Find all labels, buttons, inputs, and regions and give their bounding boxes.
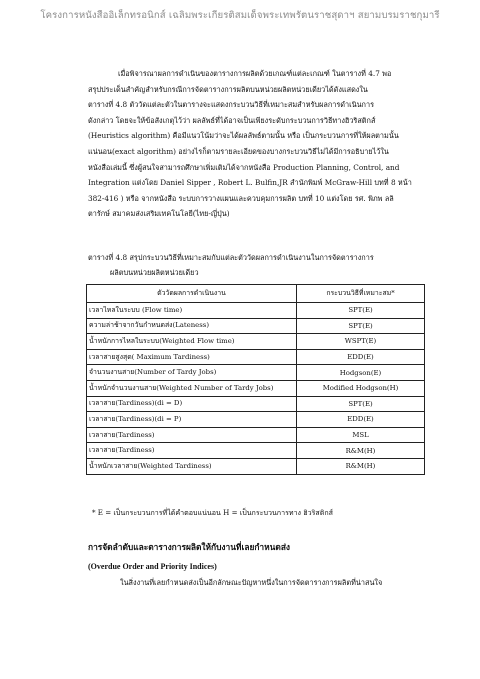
algorithm-summary-table (86, 284, 425, 475)
algorithm-cell: SPT(E) (297, 396, 425, 412)
paragraph-line: (Heuristics algorithm) คือมีแนวโน้มว่าจะได้ผลลัพธ์ตามนั้น หรือ เป็นกระบวนการที่ให้ผลตามนั้น (88, 131, 399, 141)
paragraph-line: ตารักษ์ สมาคมส่งเสริมเทคโนโลยี(ไทย-ญี่ปุ่น) (88, 209, 230, 219)
caption-line-1: ตารางที่ 4.8 สรุปกระบวนวิธีที่เหมาะสมกับแต่ละตัววัดผลการดำเนินงานในการจัดตารางการ (88, 253, 374, 262)
section-heading-thai: การจัดลำดับและตารางการผลิตให้กับงานที่เลยกำหนดส่ง (88, 542, 291, 552)
table-header-row (87, 285, 425, 303)
paragraph-line: สรุปประเด็นสำคัญสำหรับกรณีการจัดตารางการผลิตบนหน่วยผลิตหน่วยเดียวได้ดังแสดงใน (88, 84, 368, 94)
measure-cell: เวลาสาย(Tardiness)(di = D) (87, 396, 297, 412)
measure-cell: เวลาสาย(Tardiness) (87, 427, 297, 443)
table-row (87, 318, 425, 334)
table-row (87, 412, 425, 428)
algorithm-cell: EDD(E) (297, 349, 425, 365)
algorithm-cell: Modified Hodgson(H) (297, 380, 425, 396)
paragraph-line: ตารางที่ 4.8 ตัววัดแต่ละตัวในตารางจะแสดงกระบวนวิธีที่เหมาะสมสำหรับผลการดำเนินการ (88, 100, 374, 110)
table-row (87, 427, 425, 443)
paragraph-line: ดังกล่าว โดยจะให้ข้อสังเกตุไว้ว่า ผลลัพธ์ที่ได้อาจเป็นเพียงระดับกระบวนการวิธีทางฮิวริสติกส์ (88, 115, 376, 125)
body-paragraph (88, 66, 424, 222)
algorithm-cell: SPT(E) (297, 318, 425, 334)
section-heading-english: (Overdue Order and Priority Indices) (88, 562, 217, 571)
paragraph-line: 382-416 ) หรือ จากหนังสือ ระบบการวางแผนและควบคุมการผลิต บทที่ 10 แต่งโดย รศ. พิภพ ลลิ (88, 193, 394, 203)
table-row (87, 303, 425, 319)
measure-cell: จำนวนงานสาย(Number of Tardy Jobs) (87, 365, 297, 381)
table-caption (88, 250, 424, 280)
paragraph-line: Integration แต่งโดย Daniel Sipper , Robert L. Bulfin,JR สำนักพิมพ์ McGraw-Hill บทที่ 8 หน้า (88, 178, 412, 188)
table-row (87, 380, 425, 396)
measure-cell: น้ำหนักการไหลในระบบ(Weighted Flow time) (87, 334, 297, 350)
paragraph-line: แน่นอน(exact algorithm) อย่างไรก็ตามรายละเอียดของบางกระบวนวิธีไม่ได้มีการอธิบายไว้ใน (88, 146, 389, 156)
algorithm-cell: EDD(E) (297, 412, 425, 428)
measure-cell: น้ำหนักจำนวนงานสาย(Weighted Number of Tardy Jobs) (87, 380, 297, 396)
algorithm-cell: Hodgson(E) (297, 365, 425, 381)
table-row (87, 396, 425, 412)
measure-cell: น้ำหนักเวลาสาย(Weighted Tardiness) (87, 458, 297, 474)
table-row (87, 365, 425, 381)
measure-cell: เวลาไหลในระบบ (Flow time) (87, 303, 297, 319)
measure-cell: เวลาสายสูงสุด( Maximum Tardiness) (87, 349, 297, 365)
table-row (87, 458, 425, 474)
table-row (87, 349, 425, 365)
table-row (87, 334, 425, 350)
measure-cell: เวลาสาย(Tardiness)(di = P) (87, 412, 297, 428)
table-footnote: * E = เป็นกระบวนการที่ได้คำตอบแน่นอน H = เป็นกระบวนการทาง ฮิวริสติกส์ (92, 508, 333, 517)
caption-line-2: ผลิตบนหน่วยผลิตหน่วยเดียว (110, 268, 199, 277)
algorithm-cell: MSL (297, 427, 425, 443)
table-row (87, 443, 425, 459)
algorithm-cell: WSPT(E) (297, 334, 425, 350)
algorithm-cell: R&M(H) (297, 443, 425, 459)
header-performance-measure: ตัววัดผลการดำเนินงาน (87, 285, 297, 303)
section-first-line: ในสิ่งงานที่เลยกำหนดส่งเป็นอีกลักษณะปัญหาหนึ่งในการจัดตารางการผลิตที่น่าสนใจ (120, 578, 383, 587)
paragraph-line: หนังสือเล่มนี้ ซึ่งผู้สนใจสามารถศึกษาเพิ่มเติมได้จากหนังสือ Production Planning, Control, and (88, 162, 400, 172)
algorithm-cell: R&M(H) (297, 458, 425, 474)
measure-cell: เวลาสาย(Tardiness) (87, 443, 297, 459)
page-header: โครงการหนังสืออิเล็กทรอนิกส์ เฉลิมพระเกียรติสมเด็จพระเทพรัตนราชสุดาฯ สยามบรมราชกุมารี (40, 10, 440, 21)
paragraph-line: เมื่อพิจารณาผลการดำเนินของตารางการผลิตด้วยเกณฑ์แต่ละเกณฑ์ ในตารางที่ 4.7 พอ (118, 69, 392, 78)
algorithm-cell: SPT(E) (297, 303, 425, 319)
measure-cell: ความล่าช้าจากวันกำหนดส่ง(Lateness) (87, 318, 297, 334)
header-suitable-algorithm: กระบวนวิธีที่เหมาะสม* (297, 285, 425, 303)
